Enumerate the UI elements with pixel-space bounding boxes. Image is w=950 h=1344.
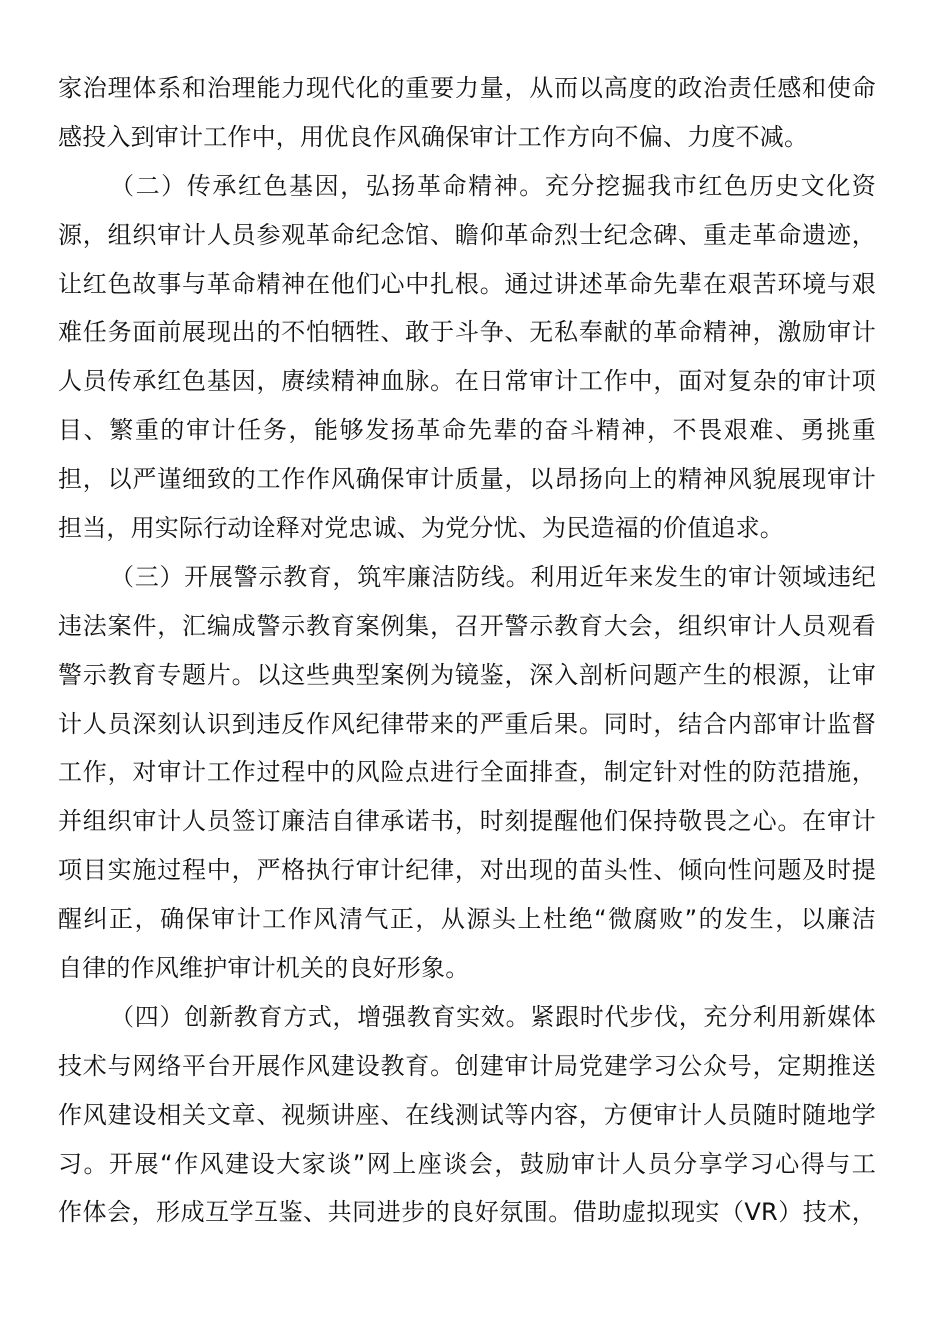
text-line: 作体会，形成互学互鉴、共同进步的良好氛围。借助虚拟现实（VR）技术， xyxy=(58,1198,876,1227)
text-line: 感投入到审计工作中，用优良作风确保审计工作方向不偏、力度不减。 xyxy=(58,122,809,151)
text-line: 工作，对审计工作过程中的风险点进行全面排查，制定针对性的防范措施， xyxy=(58,758,876,787)
section-heading-line: （二）传承红色基因，弘扬革命精神。充分挖掘我市红色历史文化资 xyxy=(110,171,876,200)
text-line: 警示教育专题片。以这些典型案例为镜鉴，深入剖析问题产生的根源，让审 xyxy=(58,660,876,689)
text-line: 家治理体系和治理能力现代化的重要力量，从而以高度的政治责任感和使命 xyxy=(58,74,876,102)
text-line: 难任务面前展现出的不怕牺牲、敢于斗争、无私奉献的革命精神，激励审计 xyxy=(58,318,876,347)
text-line: 担，以严谨细致的工作作风确保审计质量，以昂扬向上的精神风貌展现审计 xyxy=(58,465,876,494)
paragraph-1 xyxy=(58,64,876,162)
text-line: 技术与网络平台开展作风建设教育。创建审计局党建学习公众号，定期推送 xyxy=(58,1051,876,1080)
text-line: 作风建设相关文章、视频讲座、在线测试等内容，方便审计人员随时随地学 xyxy=(58,1100,876,1129)
text-line: 担当，用实际行动诠释对党忠诚、为党分忧、为民造福的价值追求。 xyxy=(58,514,784,543)
document-body xyxy=(58,64,876,1237)
text-line: 计人员深刻认识到违反作风纪律带来的严重后果。同时，结合内部审计监督 xyxy=(58,709,876,738)
section-heading-line: （三）开展警示教育，筑牢廉洁防线。利用近年来发生的审计领域违纪 xyxy=(110,562,876,591)
text-line: 醒纠正，确保审计工作风清气正，从源头上杜绝“微腐败”的发生，以廉洁 xyxy=(58,905,876,934)
section-heading-line: （四）创新教育方式，增强教育实效。紧跟时代步伐，充分利用新媒体 xyxy=(110,1002,876,1031)
text-line: 违法案件，汇编成警示教育案例集，召开警示教育大会，组织审计人员观看 xyxy=(58,611,876,640)
text-line: 项目实施过程中，严格执行审计纪律，对出现的苗头性、倾向性问题及时提 xyxy=(58,856,876,885)
paragraph-2 xyxy=(58,162,876,553)
text-line: 并组织审计人员签订廉洁自律承诺书，时刻提醒他们保持敬畏之心。在审计 xyxy=(58,807,876,836)
text-line: 人员传承红色基因，赓续精神血脉。在日常审计工作中，面对复杂的审计项 xyxy=(58,367,876,396)
text-line: 源，组织审计人员参观革命纪念馆、瞻仰革命烈士纪念碑、重走革命遗迹， xyxy=(58,220,876,249)
paragraph-4 xyxy=(58,993,876,1237)
paragraph-3 xyxy=(58,553,876,993)
text-line: 让红色故事与革命精神在他们心中扎根。通过讲述革命先辈在艰苦环境与艰 xyxy=(58,269,876,298)
text-line: 习。开展“作风建设大家谈”网上座谈会，鼓励审计人员分享学习心得与工 xyxy=(58,1149,876,1178)
text-line: 目、繁重的审计任务，能够发扬革命先辈的奋斗精神，不畏艰难、勇挑重 xyxy=(58,416,876,445)
text-line: 自律的作风维护审计机关的良好形象。 xyxy=(58,954,470,983)
